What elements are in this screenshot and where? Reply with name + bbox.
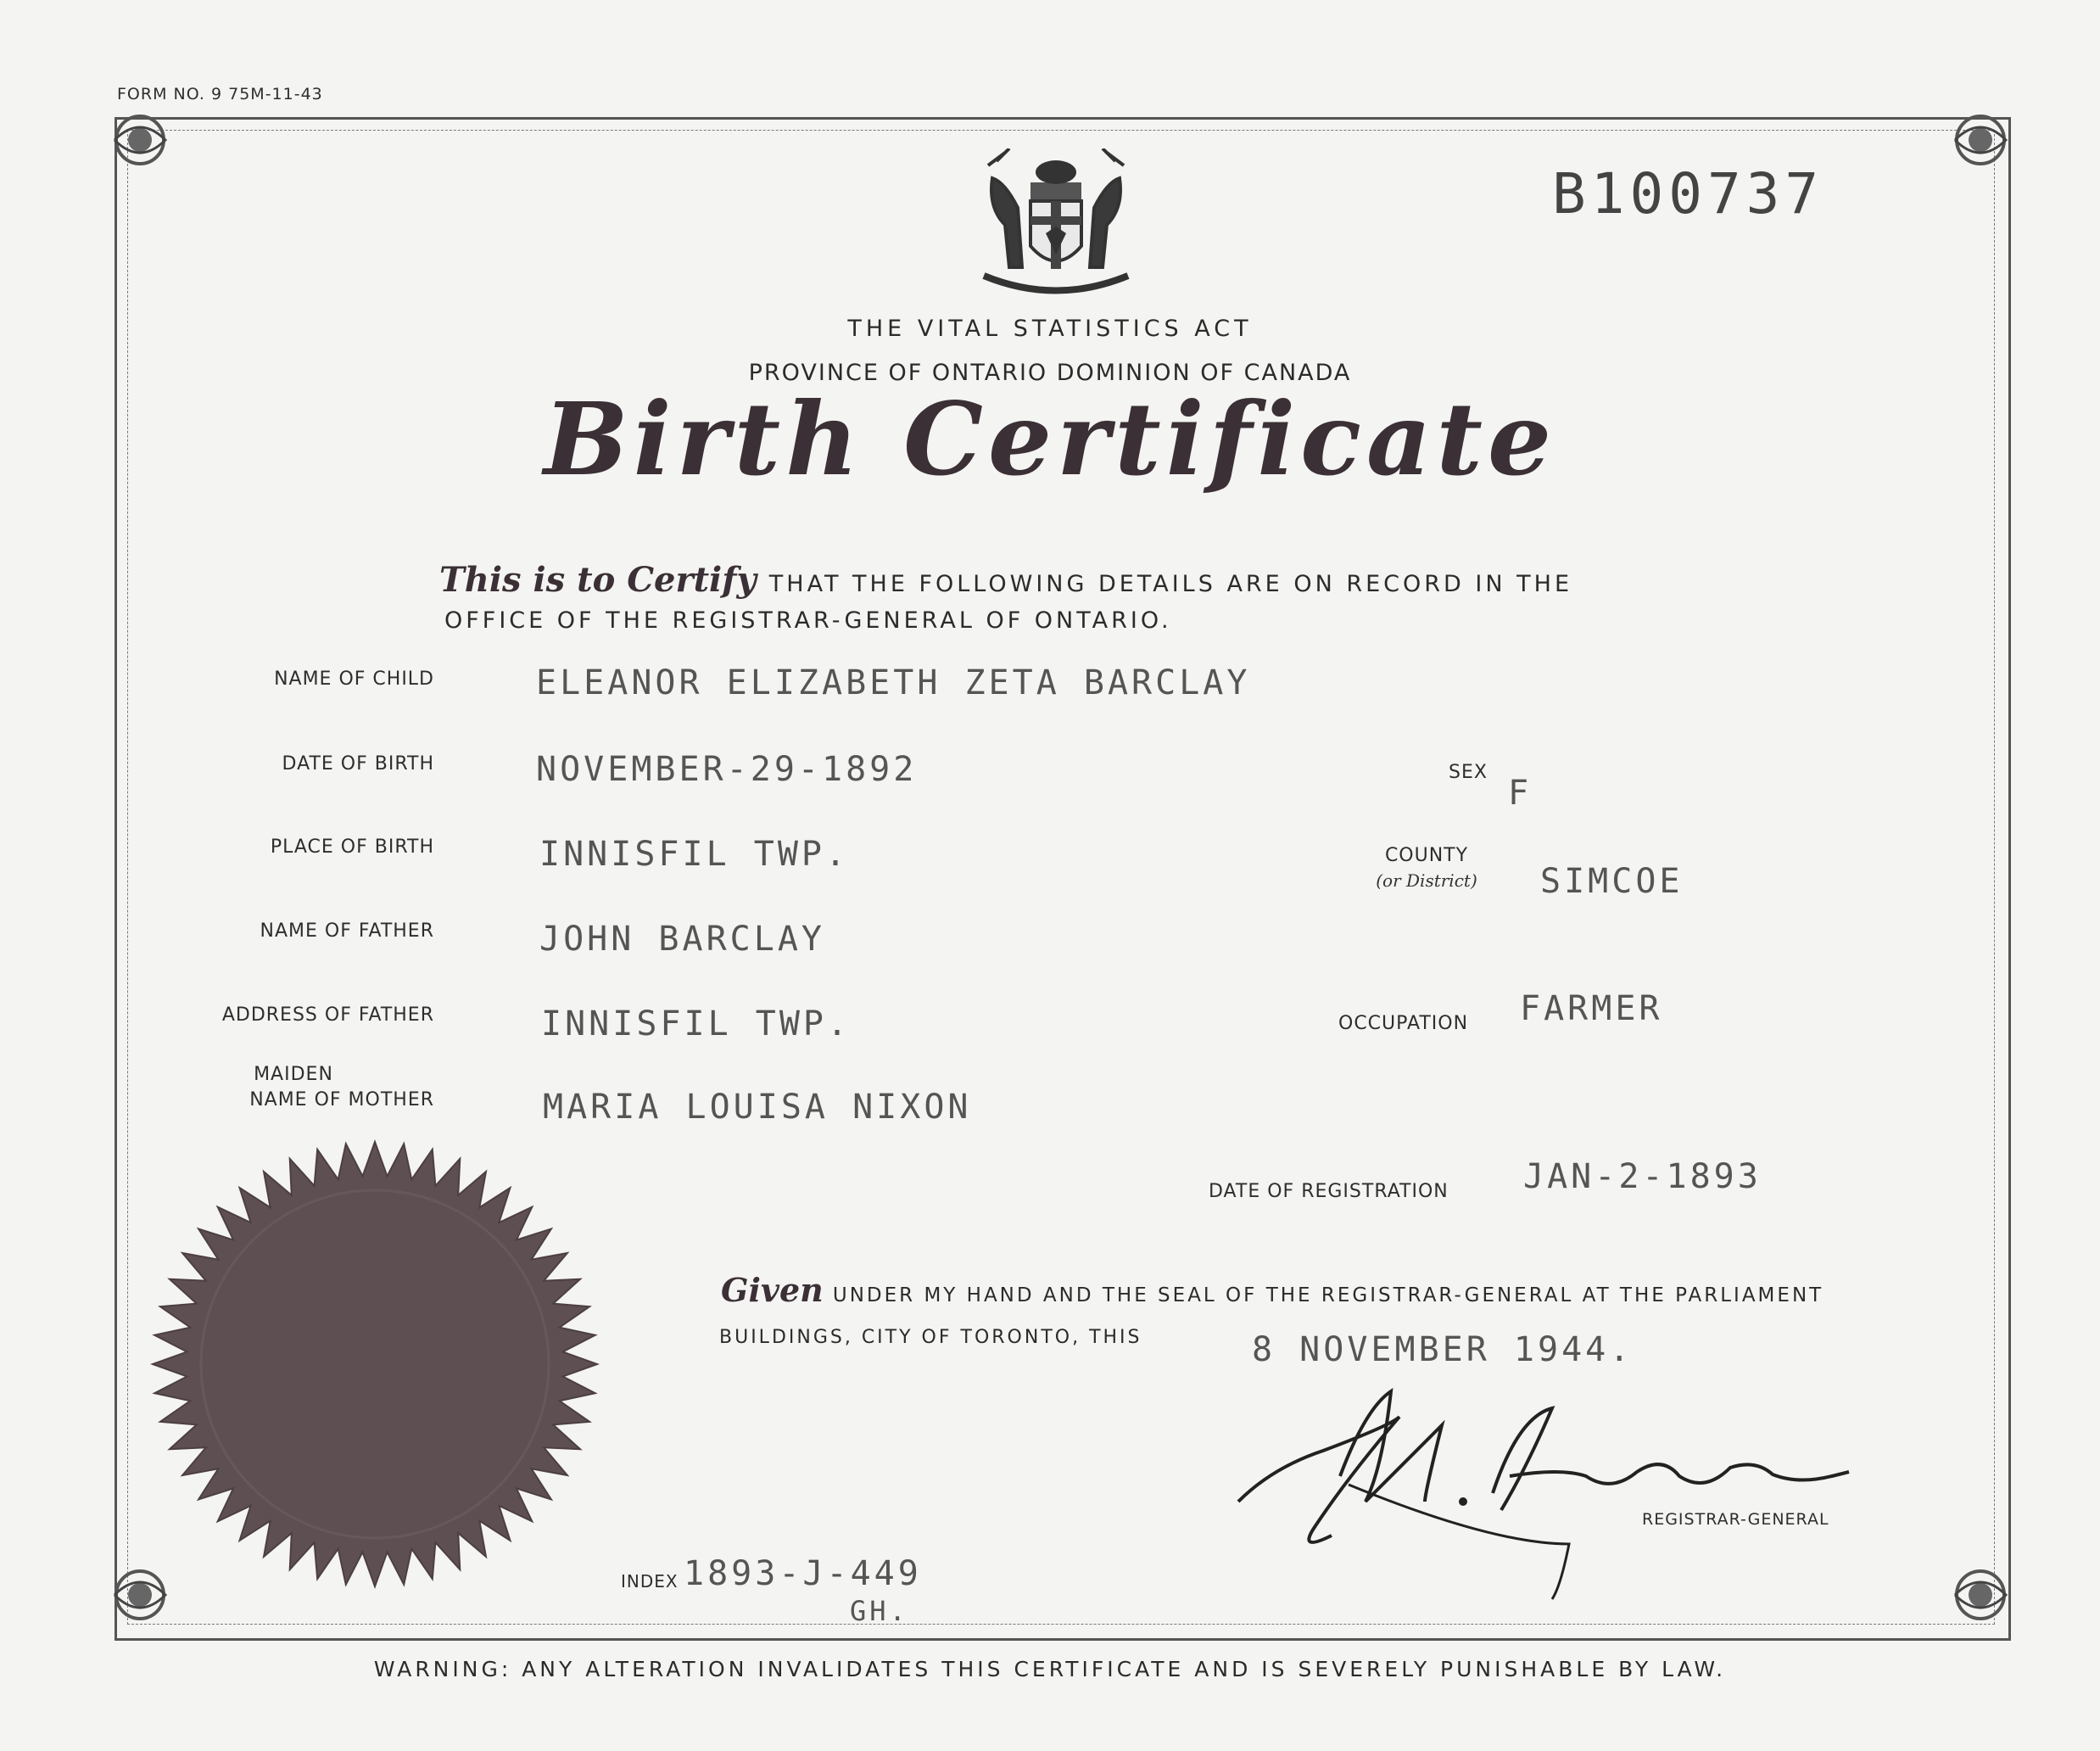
certify-lead: This is to Certify [439, 560, 757, 600]
certificate-number: B100737 [1552, 161, 1824, 227]
jurisdiction: PROVINCE OF ONTARIO DOMINION OF CANADA [748, 360, 1352, 386]
sex-label: SEX [1449, 762, 1488, 783]
county-value: SIMCOE [1540, 862, 1684, 901]
pob-value: INNISFIL TWP. [539, 835, 850, 874]
registration-date-label: DATE OF REGISTRATION [1209, 1181, 1449, 1202]
given-lead: Given [721, 1271, 824, 1309]
registrar-seal-icon [146, 1135, 604, 1593]
occupation-value: FARMER [1520, 989, 1663, 1028]
warning-text: WARNING: ANY ALTERATION INVALIDATES THIS CERTIFICATE AND IS SEVERELY PUNISHABLE BY LAW. [373, 1657, 1727, 1681]
corner-ornament-icon [1946, 106, 2014, 174]
father-name-value: JOHN BARCLAY [539, 920, 825, 959]
father-address-label: ADDRESS OF FATHER [221, 1004, 434, 1026]
act-title: THE VITAL STATISTICS ACT [847, 316, 1253, 342]
form-number: FORM NO. 9 75M-11-43 [117, 85, 323, 103]
mother-label-1: MAIDEN [254, 1064, 333, 1085]
given-text-1: UNDER MY HAND AND THE SEAL OF THE REGISTRAR-GENERAL AT THE PARLIAMENT [832, 1284, 1824, 1306]
county-label: COUNTY [1384, 845, 1469, 866]
index-value: 1893-J-449 [684, 1554, 922, 1593]
corner-ornament-icon [1946, 1561, 2014, 1629]
certify-text-2: OFFICE OF THE REGISTRAR-GENERAL OF ONTARIO. [444, 607, 1172, 634]
father-address-value: INNISFIL TWP. [541, 1004, 852, 1043]
registration-date-value: JAN-2-1893 [1523, 1157, 1762, 1196]
index-label: INDEX [621, 1571, 679, 1592]
sex-value: F [1508, 774, 1533, 813]
certify-text-1: THAT THE FOLLOWING DETAILS ARE ON RECORD IN THE [768, 571, 1573, 597]
signature-title: REGISTRAR-GENERAL [1642, 1510, 1829, 1529]
mother-label-2: NAME OF MOTHER [249, 1089, 434, 1110]
page-title: Birth Certificate [543, 380, 1557, 498]
ontario-coat-of-arms-icon [971, 148, 1141, 305]
occupation-label: OCCUPATION [1338, 1013, 1469, 1034]
child-name-value: ELEANOR ELIZABETH ZETA BARCLAY [536, 663, 1251, 702]
signature-icon [1221, 1374, 1866, 1603]
index-initials: GH. [850, 1595, 909, 1627]
child-name-label: NAME OF CHILD [274, 669, 434, 690]
county-sublabel: (or District) [1376, 870, 1477, 891]
dob-label: DATE OF BIRTH [282, 753, 434, 775]
given-line-1 [721, 1271, 1824, 1309]
father-name-label: NAME OF FATHER [260, 920, 434, 942]
issue-date: 8 NOVEMBER 1944. [1252, 1330, 1634, 1369]
certify-line-1 [439, 560, 1572, 600]
pob-label: PLACE OF BIRTH [270, 836, 434, 858]
dob-value: NOVEMBER-29-1892 [536, 750, 918, 789]
given-text-2: BUILDINGS, CITY OF TORONTO, THIS [719, 1327, 1142, 1348]
corner-ornament-icon [106, 106, 174, 174]
mother-name-value: MARIA LOUISA NIXON [543, 1088, 972, 1127]
